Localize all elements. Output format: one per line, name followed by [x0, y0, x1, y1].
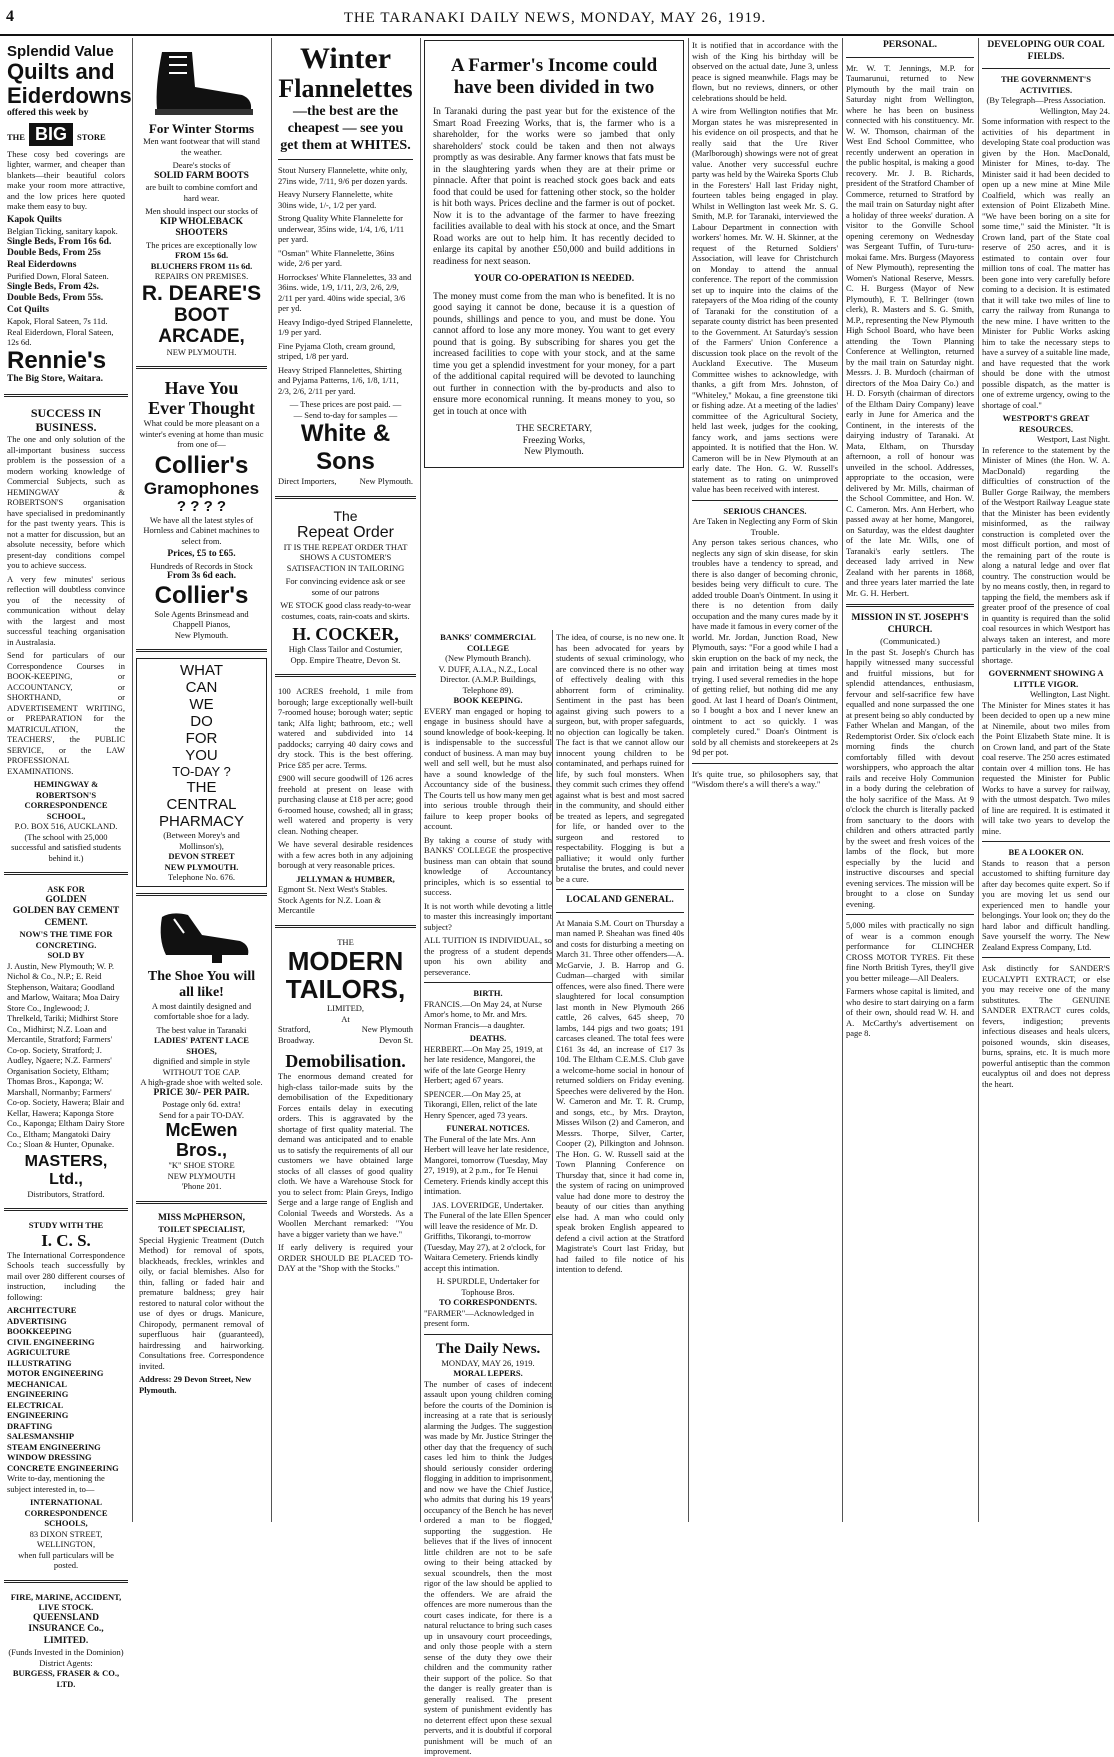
- repeat-title: Repeat Order: [297, 523, 394, 541]
- modern-title-2: TAILORS,: [285, 974, 406, 1004]
- ics-course-item: MOTOR ENGINEERING: [7, 1368, 104, 1378]
- demob-title: Demobilisation.: [285, 1051, 406, 1071]
- col6-bottom: 5,000 miles with practically no sign of wear is a common enough performance for CLINCHER CROSS MOTOR TYRES. Fit these fine North British Tyres, they'll give you better mileage—All Dealers.: [846, 920, 974, 983]
- boot-kip-price: FROM 15s 6d.: [174, 250, 229, 260]
- banks-bk: BOOK KEEPING.: [453, 695, 523, 705]
- editorial-continued: The idea, of course, is no new one. It has been advocated for years by students of sexual criminology, who are convinced there is no other way of effectively dealing with this abhorrent form of criminality. Sentiment in the past has been against giving such powers to a surgeon, but, with proper safeguards, no objection can logically be taken. The fact is that we cannot allow our innocent young children to be contaminated, and perhaps ruined for life, by such foul monsters. When they commit such crimes they offend against what is best and most sacred in the community, and should either be treated as lepers, and segregated for life, or handed over to the surgeon and restored to respectability. Flogging is but a palliative; it would only further brutalise the brutes, and could never be a cure.: [556, 632, 684, 884]
- shoe-body: A most daintily designed and comfortable shoe for a lady.: [151, 1000, 252, 1021]
- winter-tagline: —the best are the cheapest — see you get them at WHITES.: [280, 104, 411, 153]
- winter-item: Heavy Nursery Flannelette, white 30ins wide, 1/-, 1/2 per yard.: [278, 189, 393, 210]
- coal-dateline: Wellington, May 24.: [1039, 105, 1110, 116]
- farmer-coop: YOUR CO-OPERATION IS NEEDED.: [473, 274, 635, 284]
- winter-title-2: Flannelettes: [278, 74, 413, 103]
- ics-course-item: ILLUSTRATING: [7, 1357, 72, 1368]
- editorial-masthead: The Daily News.: [435, 1340, 541, 1357]
- land-p1: 100 ACRES freehold, 1 mile from borough; large exceptionally well-built 7-roomed house; borough water; septic tank; Alfa light; bathroom, etc.; well watered and subdivided into 14 paddocks; carrying 40 dairy cows and dry stock. This is the best offering. Price £85 per acre. Terms.: [278, 686, 413, 770]
- queensland-advert: [4, 1589, 128, 1693]
- personal-heading: PERSONAL.: [882, 40, 938, 50]
- boot-body: Men want footwear that will stand the weather.: [143, 136, 260, 157]
- westport-heading: WESTPORT'S GREAT RESOURCES.: [1002, 413, 1090, 434]
- cement-advert: [4, 881, 128, 1202]
- modern-at: At: [341, 1013, 350, 1024]
- banks-body-3: It is not worth while devoting a little to master this increasingly important subject?: [424, 900, 552, 932]
- rennie-offered: offered this week by: [7, 108, 89, 118]
- ics-course-item: BOOKKEEPING: [7, 1326, 72, 1336]
- logo-the: THE: [7, 131, 25, 142]
- winter-item: Strong Quality White Flannelette for underwear, 35ins wide, 1/4, 1/6, 1/11 per yard.: [278, 213, 405, 244]
- sander-body: Ask distinctly for SANDER'S EUCALYPTI EXTRACT, or else you may receive one of the many substitutes. The GENUINE SANDER EXTRACT cures colds, fevers, indigestion; prevents infectious diseases and heals ulcers, poisoned wounds, skin diseases, burns, sprains, etc. It is much more powerful antiseptic than the common eucalyptus oil and does not depress the heart.: [982, 963, 1110, 1089]
- collier-sole: Sole Agents Brinsmead and Chappell Pianos,: [154, 608, 249, 629]
- farmer-sig-2: Freezing Works,: [522, 435, 586, 446]
- success-note: (The school with 25,000 successful and satisfied students behind it.): [11, 831, 121, 863]
- winter-item: Horrockses' White Flannelettes, 33 and 36ins. wide, 1/9, 1/11, 2/3, 2/6, 2/9, 2/11 per yard. 40ins wide special, 3/6 per yd.: [278, 271, 412, 313]
- gram-question: ? ? ? ?: [176, 497, 227, 515]
- cot-body: Kapok, Floral Sateen, 7s 11d. Real Eiderdown, Floral Sateen, 12s 6d.: [7, 316, 114, 347]
- white-sons-advert: [275, 40, 416, 490]
- local-body: At Manaia S.M. Court on Thursday a man named P. Sheahan was fined 40s and costs for disturbing a meeting on March 31. Three other offenders—A. McGarvie, J. B. Harrop and G. Cudman—charged with similar offences, were also fined. There were slaughtered for local consumption last month in New Plymouth 266 cattle, 26 calves, 645 sheep, 70 lambs, 144 pigs and two goats; 191 carcases cleaned. The total fees were £161 3s 4d, an increase of £17 3s 10d. The Eltham C.E.M.S. Club gave a welcome-home social in honour of returned soldiers on Friday evening. Speeches were delivered by the Hon. W. Cameron and Mr. T. R. Crump, and songs, etc., by Mrs. Drayton, Misses Wilson (2) and Cameron, and Messrs. Thorpe, Silver, Carter, Cooper (2), Pilkington and Johnson. The Hon. G. W. Russell said at the Town Planning Conference on Thursday that, since it had come in, the system of racing on unimproved value had done more to destroy the beauty of our cities than anything else had. A man who could only speak broken English appeared to defend a civil action at the Stratford Magistrate's Court last Friday, but had failed to file notice of his intention to defend.: [556, 917, 684, 1274]
- gov-dateline: Wellington, Last Night.: [1029, 689, 1110, 699]
- white-direct: Direct Importers,: [278, 476, 337, 486]
- col5-quote: It's quite true, so philosophers say, that "Wisdom there's a will there's a way.": [692, 768, 838, 789]
- success-firm: HEMINGWAY & ROBERTSON'S CORRESPONDENCE SCHOOL,: [24, 779, 108, 821]
- modern-l4: Devon St.: [379, 1034, 413, 1045]
- eider-body: Purified Down, Floral Sateen.: [7, 271, 109, 281]
- boot-kip-name: KIP WHOLEBACK SHOOTERS: [160, 216, 243, 238]
- cement-now: NOW'S THE TIME FOR CONCRETING.: [19, 929, 113, 950]
- queensland-line1: FIRE, MARINE, ACCIDENT, LIVE STOCK.: [10, 1591, 122, 1612]
- kapok-double: Double Beds, From 25s: [7, 248, 101, 258]
- pharm-we: WE: [189, 696, 214, 713]
- column-rule: [978, 38, 979, 1522]
- cement-sold: SOLD BY: [47, 950, 85, 960]
- modern-limited: LIMITED,: [326, 1003, 365, 1013]
- pharm-the: THE: [186, 779, 217, 796]
- column-rule: [842, 38, 843, 1522]
- ics-course-item: AGRICULTURE: [7, 1347, 70, 1357]
- big-store-logo: [7, 123, 125, 146]
- ics-course-item: MECHANICAL ENGINEERING: [7, 1378, 69, 1399]
- deaths-heading: DEATHS.: [469, 1033, 507, 1043]
- gram-from: From 3s 6d each.: [167, 571, 236, 581]
- mission-body: In the past St. Joseph's Church has happily witnessed many successful and fruitful missions, but for splendid attendances, enthusiasm, fervour and self-sacrifice few have equalled and none surpassed the one at present being so ably conducted by Father Whelan and Mangan, of the Redemptorist Order. Six o'clock each morning finds the church comfortably filled with devout worshippers, who approach the altar rails and receive Holy Communion in a body during the celebration of the holy sacrifice of the Mass. At 9 o'clock the church is literally packed from sanctuary to the doors with children and others attracted partly by the sweet and fresh voices of the lambs of the flock, but more especially by the lucid and instructive discourses and special evening services. The mission will be brought to a close on Sunday evening.: [846, 646, 974, 909]
- farmer-sig-1: THE SECRETARY,: [515, 424, 593, 434]
- birth-heading: BIRTH.: [473, 988, 503, 998]
- rennie-sub: The Big Store, Waitara.: [7, 373, 103, 384]
- success-body-2: A very few minutes' serious reflection will doubtless convince you of the necessity of communication without delay with the largest and most successful teaching organisation in Australasia.: [7, 573, 125, 647]
- banks-body: EVERY man engaged or hoping to engage in business should have a sound knowledge of book-keeping. It is indispensable to the successful conduct of business. A man may buy well and sell well, but he must also have a sound knowledge of the Accountancy side of the business. The Courts tell us how many men get into serious trouble through their failure to keep proper books of account.: [424, 705, 552, 831]
- miss-title: TOILET SPECIALIST,: [158, 1224, 245, 1234]
- logo-store: STORE: [76, 131, 106, 142]
- kapok-heading: Kapok Quilts: [7, 214, 62, 225]
- pharm-central: CENTRAL: [166, 796, 237, 813]
- jellyman-name: JELLYMAN & HUMBER,: [296, 873, 395, 884]
- modern-branches-2: [278, 1035, 413, 1046]
- repeat-body-2: For convincing evidence ask or see some of our patrons: [285, 576, 406, 597]
- shoe-price: PRICE 30/- PER PAIR.: [153, 1087, 250, 1098]
- corr-heading: TO CORRESPONDENTS.: [438, 1297, 538, 1307]
- cocker-advert: [275, 505, 416, 669]
- cement-golden: GOLDEN: [45, 894, 87, 905]
- modern-l2: New Plymouth: [361, 1024, 413, 1034]
- serious-sub: Are Taken in Neglecting any Form of Skin Trouble.: [692, 516, 838, 537]
- column-4-left: [424, 632, 552, 1756]
- editorial: [424, 1340, 552, 1757]
- collier-name-2: Collier's: [154, 581, 249, 609]
- col5-top: It is notified that in accordance with the wish of the King his birthday will be observed on the actual date, June 3, unless peace is signed meanwhile. Flags may be flown, but no reviews, dinners, or other celebrations should be held.: [692, 40, 838, 103]
- pharm-do: DO: [190, 713, 213, 730]
- miss-name: MISS McPHERSON,: [157, 1212, 246, 1223]
- modern-title-1: MODERN: [287, 946, 404, 976]
- winter-item: Heavy Indigo-dyed Striped Flannelette, 1/9 per yard.: [278, 316, 413, 337]
- shoe-postage: Postage only 6d. extra!: [162, 1099, 241, 1109]
- masters-loc: Distributors, Stratford.: [27, 1188, 105, 1199]
- funeral-heading: FUNERAL NOTICES.: [446, 1123, 530, 1133]
- winter-samples: — Send to-day for samples —: [293, 409, 398, 420]
- col6-bottom-2: Farmers whose capital is limited, and who desire to start dairying on a farm of their own, should read W. H. and A. McCarthy's advertisement on page 8.: [846, 986, 974, 1038]
- winter-item: Fine Pyjama Cloth, cream ground, striped, 1/8 per yard.: [278, 340, 396, 361]
- corr-notice: "FARMER"—Acknowledged in present form.: [424, 1307, 534, 1328]
- banks-director: V. DUFF, A.I.A., N.Z., Local Director. (A.M.P. Buildings, Telephone 89).: [438, 663, 538, 695]
- ics-course-item: ELECTRICAL ENGINEERING: [7, 1399, 69, 1420]
- column-rule: [132, 38, 133, 1522]
- death-notice-2: SPENCER.—On May 25, at Tikorangi, Ellen, relict of the late Henry Spencer, aged 73 years.: [424, 1088, 538, 1120]
- queensland-name: QUEENSLAND INSURANCE Co., LIMITED.: [28, 1612, 104, 1646]
- ics-course-list: [7, 1305, 125, 1473]
- ics-course-item: CONCRETE ENGINEERING: [7, 1462, 119, 1473]
- gov-body: The Minister for Mines states it has been decided to open up a new mine at Ninemile, about two miles from the Point Elizabeth State mine. It is on Crown land, and part of the State coal reserve. The 250 acres estimated contain over 4 million tons. He has requested the Minister for Public Works to have a survey for railway, with the utmost despatch. Two miles of line are required. It is estimated it will take two years to develop the mine.: [982, 699, 1110, 836]
- gram-prices: Prices, £5 to £65.: [167, 549, 236, 559]
- col5-body: A wire from Wellington notifies that Mr. Morgan states he was misrepresented in his evidence on oil prospects, and that he really said that the Ure River (Marlborough) showings were not of great value. Another very successful euchre party was held by the Waireka Sports Club in the Foresters' Hall last Friday night, fourteen tables being engaged in play. Whilst in Wellington last week Mr. S. G. Smith, M.P. for Taranaki, interviewed the Labour Department in connection with workers' homes. Mr. W. H. Skinner, at the request of the Returned Soldiers' Association, will leave for Christchurch on Monday to attend the annual conference. The report of the commission set up to inquire into the claims of the ratepayers of the Moa riding of the county of Taranaki for the constitution of a separate county district has been presented to the Government. At Saturday's session of the Farmers' Union Conference a discussion took place on the revolt of the Auckland Executive. The Museum Committee wishes to acknowledge, with thanks, a gift from Mrs. Johnston, of "Whiteley," Mokau, a fine greenstone tiki or fishing adze. At a meeting of the ladies' committee of the Agricultural Society, held last week, judges for the cooking, fancy work, and jams sections were appointed. It is notified that the Hon. W. Cameron will be in New Plymouth at an early date. The Hon. G. W. Russell's statement as to rating on unimproved value has been received with interest.: [692, 106, 838, 494]
- modern-branches: [278, 1024, 413, 1035]
- boot-stock: Deare's stocks of: [172, 160, 231, 170]
- westport-body: In reference to the statement by the Minister of Mines (the Hon. W. A. MacDonald) regarding the difficulties of construction of the Buller Gorge Railway, the members of the Westport Railway League state that the Minister has been evidently misinformed, as the railway construction is completed over the most difficult portion, and most of the remaining part of the route is along a natural ledge and over flat country. The construction would be by no means costly, then, in regard to tapping the field, the members ask if greater proof of the presence of coal in quantity is required than the solid coal resources in which Westport has always taken an interest, and more particularly in the view of the coal shortage.: [982, 444, 1110, 665]
- gram-line1: Have You: [164, 378, 239, 398]
- cement-agents: J. Austin, New Plymouth; W. P. Nichol & Co., N.P.; E. Reid Stephenson, Waitara; Goodland and Marlow, Waitara; Moa Dairy Store Co., Inglewood; J. Threlkeld, Tariki; Midhirst Store Co., Midhirst; N.Z. Loan and Mercantile, Stratford; Farmers' Co-op. Society, Stratford; J. Audley, Ngaere; N.Z. Farmers' Organisation Society, Eltham; Thomas Bros., Kaponga; W. Marshall, Normanby; Farmers' Co-op. Society, Hawera; Blair and Kellar, Hawera; Kaponga Store Co., Kaponga; Eltham Dairy Store Co., Eltham; Mangatoki Dairy Co.; Sloan & Hunter, Opunake.: [7, 960, 125, 1149]
- rennie-heading-2: Quilts and: [7, 59, 115, 84]
- serious-body: Any person takes serious chances, who neglects any sign of skin disease, for skin troubles have a tendency to spread, and there is also danger of becoming chronic, besides being very difficult to cure. The added trouble Doan's Ointment. In using it there is no detention from daily occupation and the many cures made by it have made it famous in every corner of the world. Mr. Jordan, Junction Road, New Plymouth, says: "For a good while I had a skin eruption on the back of my neck, the pain and irritation being at times most trying. I used several remedies in the hope of getting relief, but nothing did me any good. At last I heard of Doan's Ointment, so I bought a box and I never knew an ointment to act so quickly. I was completely cured." Doan's Ointment is sold by all chemists and storekeepers at 2s 9d per pot.: [692, 537, 838, 757]
- pharm-what: WHAT: [179, 662, 224, 679]
- column-rule: [688, 38, 689, 1522]
- farmer-title: A Farmer's Income could have been divided in two: [450, 55, 658, 98]
- banks-college-advert: [424, 632, 552, 977]
- boot-kip-body: The prices are exceptionally low: [146, 239, 257, 250]
- success-addr: P.O. BOX 516, AUCKLAND.: [14, 821, 118, 831]
- boot-solid: SOLID FARM BOOTS: [154, 170, 249, 181]
- banks-branch: (New Plymouth Branch).: [445, 653, 531, 663]
- gram-body: What could be more pleasant on a winter's evening at home than music from one of—: [139, 418, 264, 449]
- cement-name: GOLDEN BAY CEMENT: [12, 906, 120, 916]
- banks-title: BANKS' COMMERCIAL COLLEGE: [440, 632, 536, 653]
- deare-name: R. DEARE'S: [141, 281, 262, 305]
- boot-blucher: BLUCHERS FROM 11s 6d.: [150, 260, 253, 271]
- column-3: [275, 40, 416, 1520]
- ics-body: The International Correspondence Schools teach successfully by mail over 280 different courses of instruction, including the following:: [7, 1249, 125, 1302]
- column-6: [846, 40, 974, 1520]
- boot-repairs: REPAIRS ON PREMISES.: [154, 271, 249, 281]
- repeat-body-1: IT IS THE REPEAT ORDER THAT SHOWS A CUSTOMER'S SATISFACTION IN TAILORING: [283, 541, 408, 573]
- column-2: [136, 40, 267, 1520]
- ics-course-item: DRAFTING: [7, 1420, 53, 1431]
- deare-loc: NEW PLYMOUTH.: [166, 346, 237, 357]
- ics-course-item: ARCHITECTURE: [7, 1305, 77, 1315]
- deare-arcade: ARCADE,: [158, 325, 245, 347]
- jellyman-stock: Stock Agents for N.Z. Loan & Mercantile: [278, 894, 382, 915]
- notices: [424, 988, 552, 1329]
- pharm-today: TO-DAY ?: [172, 764, 231, 779]
- editorial-title: MORAL LEPERS.: [453, 1368, 523, 1378]
- modern-l1: Stratford,: [278, 1024, 311, 1034]
- boot-illustration: [147, 47, 257, 117]
- ics-course-item: STEAM ENGINEERING: [7, 1441, 101, 1452]
- shoe-high: A high-grade shoe with welted sole.: [140, 1077, 263, 1087]
- birth-notice: FRANCIS.—On May 24, at Nurse Amor's home, to Mr. and Mrs. Norman Francis—a daughter.: [424, 998, 543, 1030]
- ics-write: Write to-day, mentioning the subject interested in, to—: [7, 1473, 105, 1494]
- masters-name: MASTERS, Ltd.,: [24, 1152, 108, 1188]
- gov-heading: GOVERNMENT SHOWING A LITTLE VIGOR.: [988, 668, 1104, 689]
- deare-boot-advert: [136, 40, 267, 360]
- pharm-tel: Telephone No. 676.: [168, 872, 235, 882]
- coal-body: Some information with respect to the activities of his department in developing State coal production was given by the Hon. MacDonald, Minister for Mines, to-day. The Minister said it had been decided to open up a new mine at Mine Mile Coalfield, which was really an extension of Point Elizabeth Mine. "We have been boring on a site for some time," said the Minister. "It is Crown land, part of the State coal reserve of 250 acres, and it is estimated to contain over four million tons of coal. The matter has been gone into very carefully before coming to a decision. It is estimated that it will take two miles of line to carry the railway from Runanga to the new mine. I have written to the Minister for Public Works asking him to take the necessary steps to have a survey of a suitable line made, and have requested that the work should be done with the utmost possible dispatch, as the matter is one of extreme urgency, owing to the shortage of coal.": [982, 116, 1110, 410]
- cot-heading: Cot Quilts: [7, 304, 49, 315]
- cocker-sub: High Class Tailor and Costumier,: [288, 644, 403, 654]
- kapok-body: Belgian Ticking, sanitary kapok.: [7, 226, 118, 236]
- mission-sub: (Communicated.): [880, 636, 940, 646]
- coal-heading: DEVELOPING OUR COAL FIELDS.: [987, 40, 1105, 62]
- winter-title-1: Winter: [299, 42, 392, 75]
- pharm-between: (Between Morey's and Mollinson's),: [163, 830, 240, 851]
- eider-single: Single Beds, From 42s.: [7, 281, 99, 292]
- rennie-name: Rennie's: [7, 346, 107, 374]
- gram-records: Hundreds of Records in Stock: [150, 560, 253, 571]
- ics-course-item: ADVERTISING: [7, 1315, 67, 1326]
- ics-course-item: WINDOW DRESSING: [7, 1452, 92, 1462]
- mcewen-shoe-advert: [136, 902, 267, 1195]
- boot-kip: Men should inspect our stocks of: [145, 206, 258, 216]
- pharm-you: YOU: [185, 747, 218, 764]
- ics-course-item: CIVIL ENGINEERING: [7, 1336, 95, 1347]
- eider-heading: Real Eiderdowns: [7, 259, 77, 270]
- ics-name: INTERNATIONAL CORRESPONDENCE SCHOOLS,: [24, 1497, 108, 1528]
- mcewen-phone: 'Phone 201.: [181, 1181, 222, 1191]
- modern-tailors-advert: [275, 934, 416, 1280]
- shoe-illustration: [152, 909, 252, 965]
- rennie-advert: [4, 40, 132, 388]
- farmer-sig-3: New Plymouth.: [524, 447, 584, 457]
- success-body-1: The one and only solution of the all-important business success problem is the possession of a modern working knowledge of Commercial Subjects, such as HEMINGWAY & ROBERTSON'S organisation have specialised in predominantly for the past twenty years. This is not a matter for discussion, but an absolute necessity, before which present-day conditions compel you to achieve success.: [7, 434, 125, 570]
- ics-addr: 83 DIXON STREET, WELLINGTON,: [29, 1528, 103, 1549]
- column-rule: [420, 38, 421, 1522]
- looker-heading: BE A LOOKER ON.: [1008, 847, 1084, 857]
- ics-logo: I. C. S.: [41, 1230, 91, 1250]
- farmer-p2: The money must come from the man who is benefited. It is no good saying it cannot be done, because it is a question of pounds, shillings and pence to you, and must be done. You cannot afford to lose any more money. You want to get every pound that is going. By subscribing for shares you get the increased facilities to cope with your stock, and at the same time you get a splendid investment for your money, for a part of the additional capital required will be devoted to launching out further in connection with the by-products and also to ensure more economical running. It means money to you, so get in touch at once with: [433, 291, 675, 417]
- mcewen-k: "K" SHOE STORE: [168, 1160, 235, 1170]
- serious-heading: SERIOUS CHANCES.: [723, 505, 807, 516]
- funeral-notice-1: The Funeral of the late Mrs. Ann Herbert will leave her late residence, Mangorei, tomorrow (Tuesday, May 27, 1919), at 2 p.m., for Te Henui Cemetery. Friends kindly accept this intimation.: [424, 1133, 550, 1196]
- winter-item: Heavy Striped Flannelettes, Shirting and Pyjama Patterns, 1/6, 1/8, 1/11, 2/3, 2/6, 2/11 per yard.: [278, 364, 402, 396]
- death-notice-1: HERBERT.—On May 25, 1919, at her late residence, Mangorei, the wife of the late George Henry Herbert; aged 67 years.: [424, 1043, 543, 1085]
- farmer-p1: In Taranaki during the past year but for the existence of the Smart Road Freezing Works, that is, the farmer who is a shareholder, for the works were so jambed that only shareholders' stock could be taken and then not always promptly as was desirable. Any farmer knows that fats must be in the slaughtering yards when they are at their prime or pinnacle. After that point is reached stock goes back and eats food that could be used for fattening other stock, so the holder is hit both ways. Prices decline and the farmer is out of pocket. Now it is to the advantage of the farmer to have freezing facilities available to deal with his stock at once, and the Smart Road works are out to help him. It has recently decided to enlarge its capital by another £50,000 and build additions in readiness for next season.: [433, 107, 675, 267]
- success-title: SUCCESS IN BUSINESS.: [30, 406, 102, 434]
- repeat-body-3: WE STOCK good class ready-to-wear costumes, coats, rain-coats and skirts.: [280, 600, 411, 621]
- pharm-for: FOR: [185, 730, 218, 747]
- collier-name: Collier's: [154, 451, 249, 479]
- winter-item: Stout Nursery Flannelette, white only, 27ins wide, 7/11, 9/6 per dozen yards.: [278, 165, 408, 186]
- kapok-single: Single Beds, From 16s 6d.: [7, 236, 112, 247]
- gram-line2: Ever Thought: [148, 398, 255, 418]
- mcpherson-advert: [136, 1210, 267, 1399]
- rennie-heading: Splendid Value: [7, 43, 114, 60]
- column-5: [692, 40, 838, 1520]
- banks-body-2: By taking a course of study with BANKS' COLLEGE the prospective business man can obtain that sound knowledge of Accountancy principles, which is so essential to success.: [424, 834, 552, 897]
- shoe-best: The best value in Taranaki: [156, 1024, 247, 1035]
- masthead: THE TARANAKI DAILY NEWS, MONDAY, MAY 26, 1919.: [343, 10, 767, 26]
- gram-have: We have all the latest styles of Hornless and Cabinet machines to select from.: [143, 514, 260, 546]
- shoe-dig: dignified and simple in style WITHOUT TOE CAP.: [153, 1056, 250, 1077]
- queensland-funds: (Funds Invested in the Dominion) District Agents:: [8, 1647, 124, 1668]
- demob-body: The enormous demand created for high-class tailor-made suits by the demobilisation of the Expeditionary Forces entails delay in executing orders. This is aggravated by the shortage of first quality material. The demand was anticipated and to enable us to satisfy the requirements of all our customers we have obtained large stocks of all classes of good quality cloth. We have a Warehouse Stock for you to select from: Plain Greys, Indigo Serge and a large range of English and Colonial Tweeds and Worsteds. As a Woollen Merchant remarked: "You have a bigger variety than we have.": [278, 1071, 413, 1239]
- rennie-body: These cosy bed coverings are lighter, warmer, and cheaper than blankets—their beautiful colors make your room more attractive, and the low prices here quoted make them easy to buy.: [7, 148, 125, 211]
- farmer-income-advert: [424, 40, 684, 620]
- jellyman-advert: [275, 683, 416, 919]
- miss-addr: Address: 29 Devon Street, New Plymouth.: [139, 1374, 252, 1395]
- miss-body: Special Hygienic Treatment (Dutch Method) for removal of spots, blackheads, freckles, wrinkles and oily, or facial blemishes. Also for thin, falling or faded hair and premature baldness; grey hair restored to natural color without the use of dyes or drugs. Manicure, Chiropody, permanent removal of superfluous hair (guaranteed), hairdressing and hairworking. Consultations free. Correspondence invited.: [139, 1234, 264, 1371]
- winter-item-list: [278, 165, 413, 396]
- land-p3: We have several desirable residences with a few acres both in any adjoining borough at very reasonable prices.: [278, 839, 413, 870]
- ics-full: when full particulars will be posted.: [18, 1549, 114, 1570]
- land-p2: £900 will secure goodwill of 126 acres freehold at present on lease with purchasing clause at £18 per acre; good 6-roomed house, cowshed; all in grass; well watered and property is very clean. Nothing cheaper.: [278, 773, 413, 836]
- cocker-addr: Opp. Empire Theatre, Devon St.: [290, 654, 401, 665]
- repeat-the: The: [333, 507, 358, 524]
- column-7: [982, 40, 1110, 1520]
- editorial-body: The number of cases of indecent assault upon young children coming before the courts of the Dominion is increasing at a rate that is seriously alarming the Judges. The suggestion was made by Mr. Justice Stringer the other day that the frequency of such cases led him to think the Judges should seriously consider ordering flogging in addition to imprisonment, and now we have the Chief Justice, who admits that during his 19 years' occupancy of the Bench he has never ordered a man to be flogged, supporting the suggestion. He believes that if the lives of innocent little children are not to be safe owing to their being attacked by sexual scoundrels, then the most rigor of the law should be applied to the offenders. We are afraid the offences are more numerous than the court cases indicate, for there is a natural reluctance to bring such cases up in unsavoury court proceedings, and only those people with a stern sense of the duty they owe their children and the community rather their support of the police. So that the danger is really greater than is generally realised. The present system of punishment evidently has no deterrent effect upon these sexual perverts, and it is doubtful if corporal punishment will be much of an improvement.: [424, 1378, 552, 1756]
- success-advert: [4, 403, 128, 866]
- personal-body: Mr. W. T. Jennings, M.P. for Taumarunui, returned to New Plymouth by the mail train on Saturday night from Wellington, where he has been on business connected with his constituency. Mr. W. W. Thomson, chairman of the West End School Committee, who recently underwent an operation in the public hospital, is making a good recovery. Mr. J. B. Richards, president of the Stratford Chamber of Commerce, returned to Stratford by the mail train on Saturday night after a holiday of three weeks' duration. A visitor to the Gonville School opening ceremony on Wednesday was Sergeant Tuffin, of Turu-turu-mokai fame. Mrs. Burgess (Mayoress of New Plymouth), representing the Women's National Reserve, Messrs. C. H. Burgess (Mayor of New Plymouth), F. T. Bellringer (town clerk), R. Masters and S. G. Smith, M.P., representing the New Plymouth High School Board, who have been attending the Town Planning Conference at Wellington, returned by the mail train on Saturday night. Messrs. J. B. Murdoch (chairman of directors of the Moa Dairy Co.) and H. D. Forsyth (chairman of directors of the Eltham Dairy Company) leave early in June for America and the Continent, in the interests of the dairying industry of Taranaki. At Mata, Eltham, on Thursday afternoon, a roll of honour was unveiled in the school. Addresses, appropriate to the occasion, were delivered by Mr. Mills, chairman of the School Committee, and Hon. W. C. Cameron. Mrs. Ann Herbert, who passed away at her home, Mangorei, on Saturday, was the eldest daughter of the late Mr. Wills, one of Taranaki's early settlers. The deceased lady arrived in New Zealand with her parents in 1868, and three years later married the late Mr. G. H. Herbert.: [846, 62, 974, 598]
- column-rule: [552, 630, 553, 1520]
- cement-word: CEMENT.: [44, 917, 88, 928]
- cement-ask: ASK FOR: [47, 884, 85, 894]
- winter-item: "Osman" White Flannelette, 36ins wide, 2/6 per yard.: [278, 247, 395, 268]
- coal-by: (By Telegraph—Press Association.: [986, 95, 1106, 105]
- funeral-notice-2: The Funeral of the late Ellen Spencer will leave the residence of Mr. D. Griffiths, Tikorangi, to-morrow (Tuesday, May 27), at 2 o'clock, for Waitara Cemetery. Friends kindly accept this intimation.: [424, 1210, 551, 1273]
- shoe-title: The Shoe You will all like!: [147, 968, 256, 1000]
- white-sons-name: White & Sons: [300, 420, 391, 475]
- mcewen-name: McEwen Bros.,: [165, 1120, 238, 1160]
- page-header: [0, 0, 1114, 36]
- shoe-ladies: LADIES' PATENT LACE SHOES,: [154, 1035, 249, 1056]
- collier-loc: New Plymouth.: [174, 629, 229, 640]
- cocker-name: H. COCKER,: [292, 624, 399, 644]
- looker-body: Stands to reason that a person accustomed to shifting furniture day after day becomes quite expert. So if you are moving let us send our experienced men to handle your belongings. Your look on; they do the hard labor and difficult handling. Save yourself the worry. The New Zealand Express Company, Ltd.: [982, 857, 1110, 952]
- white-sons-footer: [278, 476, 413, 487]
- boot-solid-body: are built to combine comfort and hard wear.: [145, 182, 258, 203]
- pharm-loc: NEW PLYMOUTH.: [164, 861, 239, 872]
- queensland-agents: BURGESS, FRASER & CO., LTD.: [12, 1668, 120, 1689]
- central-pharmacy-advert: [136, 658, 267, 887]
- deare-boot: BOOT: [174, 304, 229, 326]
- shoe-send: Send for a pair TO-DAY.: [159, 1109, 244, 1120]
- jellyman-sub: Egmont St. Next West's Stables.: [278, 884, 388, 894]
- mission-heading: MISSION IN ST. JOSEPH'S CHURCH.: [851, 613, 969, 635]
- modern-the: THE: [337, 936, 354, 947]
- gram-word: Gramophones: [143, 478, 260, 498]
- column-1: [4, 40, 132, 1689]
- pharm-street: DEVON STREET: [168, 851, 235, 861]
- editorial-date: MONDAY, MAY 26, 1919.: [441, 1357, 535, 1368]
- pharm-can: CAN: [185, 679, 218, 696]
- pharm-pharmacy: PHARMACY: [158, 813, 244, 830]
- ics-advert: [4, 1217, 128, 1574]
- eider-double: Double Beds, From 55s.: [7, 293, 104, 303]
- banks-body-4: ALL TUITION IS INDIVIDUAL, so the progress of a student depends upon his own ability and perseverance.: [424, 935, 552, 977]
- demob-body-2: If early delivery is required your ORDER SHOULD BE PLACED TO-DAY at the "Shop with the Stocks.": [278, 1242, 413, 1273]
- rennie-heading-3: Eiderdowns: [7, 83, 132, 108]
- westport-dateline: Westport, Last Night.: [1037, 434, 1110, 444]
- white-loc: New Plymouth.: [359, 476, 413, 486]
- coal-sub: THE GOVERNMENT'S ACTIVITIES.: [1001, 74, 1091, 95]
- local-heading: LOCAL AND GENERAL.: [566, 895, 674, 905]
- funeral-sig-1: JAS. LOVERIDGE, Undertaker.: [432, 1199, 544, 1210]
- farmer-box: [424, 40, 684, 468]
- collier-advert: [136, 375, 267, 643]
- ics-title: STUDY WITH THE: [28, 1220, 104, 1230]
- logo-big: BIG: [29, 123, 73, 146]
- ics-course-item: SALESMANSHIP: [7, 1431, 75, 1441]
- winter-cash: — These prices are post paid. —: [289, 399, 402, 409]
- funeral-sig-2: H. SPURDLE, Undertaker for Tophouse Bros.: [436, 1276, 540, 1297]
- column-4-right: [556, 632, 684, 1520]
- mcewen-loc: NEW PLYMOUTH: [167, 1170, 236, 1181]
- boot-heading: For Winter Storms: [148, 121, 255, 136]
- page-number: 4: [6, 8, 14, 25]
- modern-l3: Broadway.: [278, 1034, 315, 1045]
- success-body-3: Send for particulars of our Correspondence Courses in BOOK-KEEPING, or ACCOUNTANCY, or SHORTHAND, or ADVERTISEMENT WRITING, or PREPARATION for the MATRICULATION, the TEACHERS', the PUBLIC SERVICE, or the LAW PROFESSIONAL EXAMINATIONS.: [7, 650, 125, 776]
- column-rule: [271, 38, 272, 1522]
